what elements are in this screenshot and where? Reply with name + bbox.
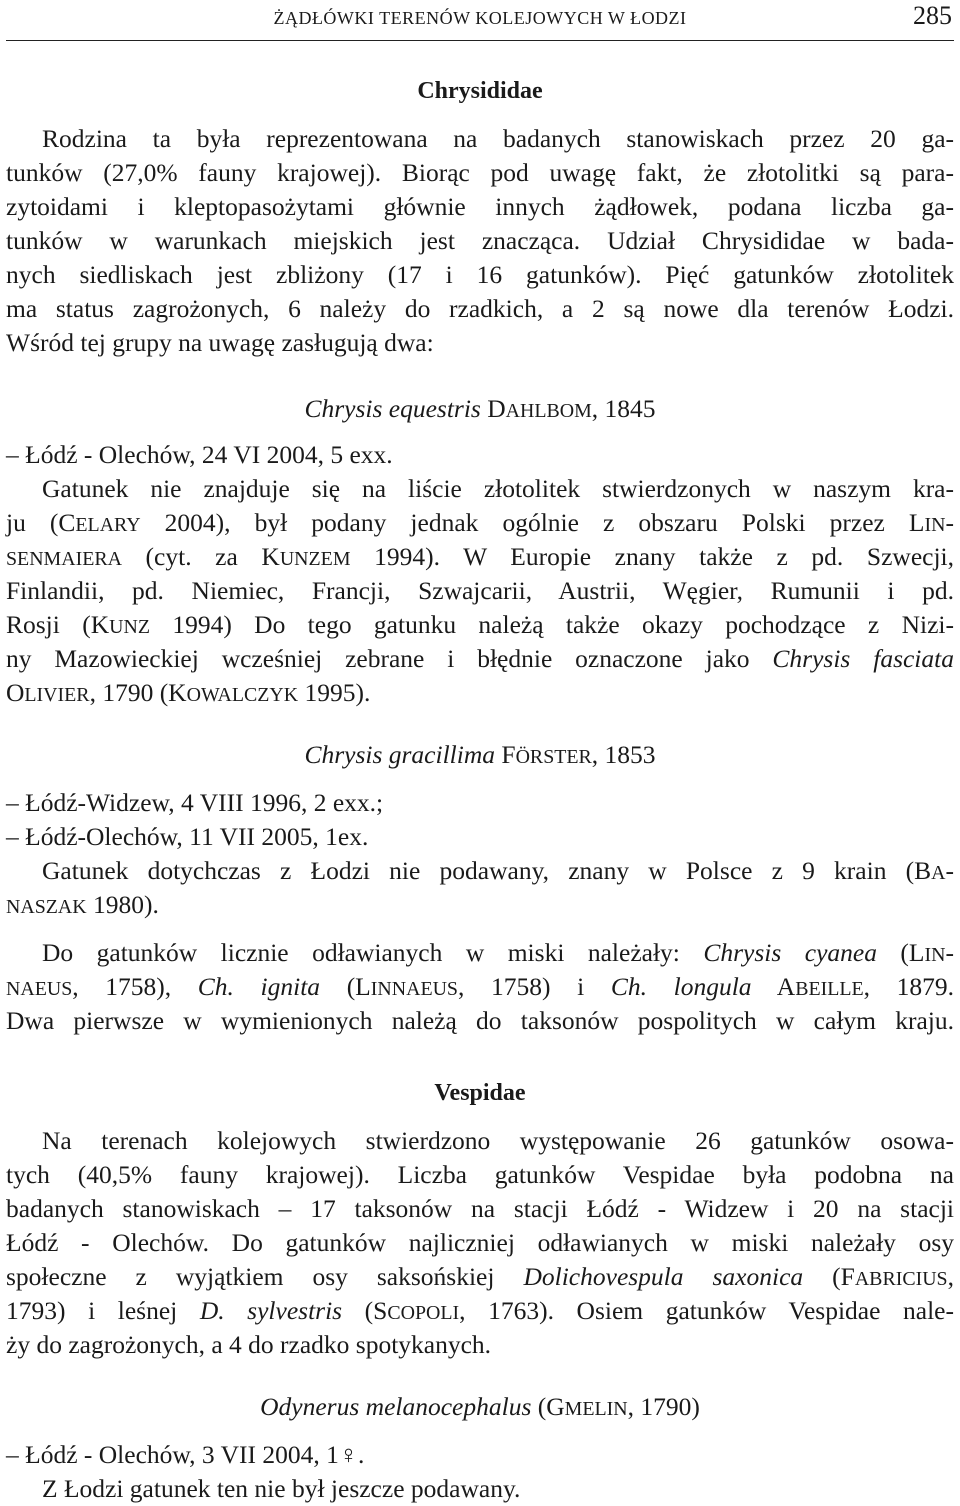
species-author: F <box>501 740 516 769</box>
species-name: Chrysis equestris <box>304 394 481 423</box>
paragraph-line: Na terenach kolejowych stwierdzono występowanie 26 gatunków osowa- <box>42 1126 954 1155</box>
species-author: AHLBOM <box>505 400 592 422</box>
paragraph-line: Gatunek nie znajduje się na liście złotolitek stwierdzonych w naszym kra- <box>42 474 954 503</box>
paragraph-line: Łódź - Olechów. Do gatunków najliczniej odławianych w miski należały osy <box>6 1228 954 1257</box>
paragraph-line: NASZAK 1980). <box>6 890 159 919</box>
paragraph-line: ny Mazowieckiej wcześniej zebrane i błędnie oznaczone jako Chrysis fasciata <box>6 644 954 673</box>
paragraph-line: społeczne z wyjątkiem osy saksońskiej Dolichovespula saxonica (FABRICIUS, <box>6 1262 954 1291</box>
paragraph-line: Gatunek dotychczas z Łodzi nie podawany, znany w Polsce z 9 krain (BA- <box>42 856 954 885</box>
running-title: ŻĄDŁÓWKI TERENÓW KOLEJOWYCH W ŁODZI <box>273 8 687 28</box>
species-year: , 1853 <box>591 740 656 769</box>
record-line: – Łódź-Widzew, 4 VIII 1996, 2 exx.; <box>6 788 384 817</box>
species-author: D <box>487 394 506 423</box>
record-line: – Łódź - Olechów, 3 VII 2004, 1♀. <box>6 1440 365 1469</box>
paragraph-line: Rosji (KUNZ 1994) Do tego gatunku należą także okazy pochodzące z Nizi- <box>6 610 954 639</box>
paragraph-line: Wśród tej grupy na uwagę zasługują dwa: <box>6 328 434 357</box>
page-number: 285 <box>913 1 952 30</box>
species-author: MELIN <box>564 1398 628 1420</box>
record-line: – Łódź - Olechów, 24 VI 2004, 5 exx. <box>6 440 393 469</box>
paragraph-line: Do gatunków licznie odławianych w miski należały: Chrysis cyanea (LIN- <box>42 938 954 967</box>
species-author: ÖRSTER <box>515 746 592 768</box>
paragraph-line: Dwa pierwsze w wymienionych należą do taksonów pospolitych w całym kraju. <box>6 1006 954 1035</box>
paragraph-line: nych siedliskach jest zbliżony (17 i 16 gatunków). Pięć gatunków złotolitek <box>6 260 954 289</box>
species-name: Chrysis gracillima <box>304 740 496 769</box>
paragraph-line: Rodzina ta była reprezentowana na badanych stanowiskach przez 20 ga- <box>42 124 954 153</box>
paragraph-line: ma status zagrożonych, 6 należy do rzadkich, a 2 są nowe dla terenów Łodzi. <box>6 294 954 323</box>
species-year: , 1790) <box>627 1392 700 1421</box>
paragraph-line: tych (40,5% fauny krajowej). Liczba gatunków Vespidae była podobna na <box>6 1160 954 1189</box>
section-heading-chrysididae: Chrysididae <box>417 78 543 104</box>
section-heading-vespidae: Vespidae <box>434 1080 526 1106</box>
page-header <box>6 0 954 41</box>
paragraph-line: NAEUS, 1758), Ch. ignita (LINNAEUS, 1758) i Ch. longula ABEILLE, 1879. <box>6 972 955 1001</box>
paragraph-line: ży do zagrożonych, a 4 do rzadko spotykanych. <box>6 1330 492 1359</box>
species-name: Odynerus melanocephalus <box>260 1392 532 1421</box>
paragraph-line: badanych stanowiskach – 17 taksonów na stacji Łódź - Widzew i 20 na stacji <box>6 1194 954 1223</box>
paragraph-line: SENMAIERA (cyt. za KUNZEM 1994). W Europie znany także z pd. Szwecji, <box>6 542 954 571</box>
species-year: , 1845 <box>591 394 656 423</box>
paragraph-line: OLIVIER, 1790 (KOWALCZYK 1995). <box>6 678 371 707</box>
paragraph-line: zytoidami i kleptopasożytami głównie innych żądłowek, podana liczba ga- <box>6 192 954 221</box>
paragraph-line: tunków w warunkach miejskich jest znacząca. Udział Chrysididae w bada- <box>6 226 954 255</box>
species-title <box>6 1390 954 1424</box>
paragraph-line: ju (CELARY 2004), był podany jednak ogólnie z obszaru Polski przez LIN- <box>6 508 954 537</box>
species-author: (G <box>531 1392 565 1421</box>
species-title <box>6 738 954 772</box>
species-title <box>6 392 954 426</box>
paragraph-line: tunków (27,0% fauny krajowej). Biorąc pod uwagę fakt, że złotolitki są para- <box>6 158 954 187</box>
paragraph-line: Finlandii, pd. Niemiec, Francji, Szwajcarii, Austrii, Węgier, Rumunii i pd. <box>6 576 954 605</box>
paragraph-line: 1793) i leśnej D. sylvestris (SCOPOLI, 1763). Osiem gatunków Vespidae nale- <box>6 1296 954 1325</box>
record-line: – Łódź-Olechów, 11 VII 2005, 1ex. <box>6 822 369 851</box>
paragraph-line: Z Łodzi gatunek ten nie był jeszcze podawany. <box>42 1474 521 1503</box>
